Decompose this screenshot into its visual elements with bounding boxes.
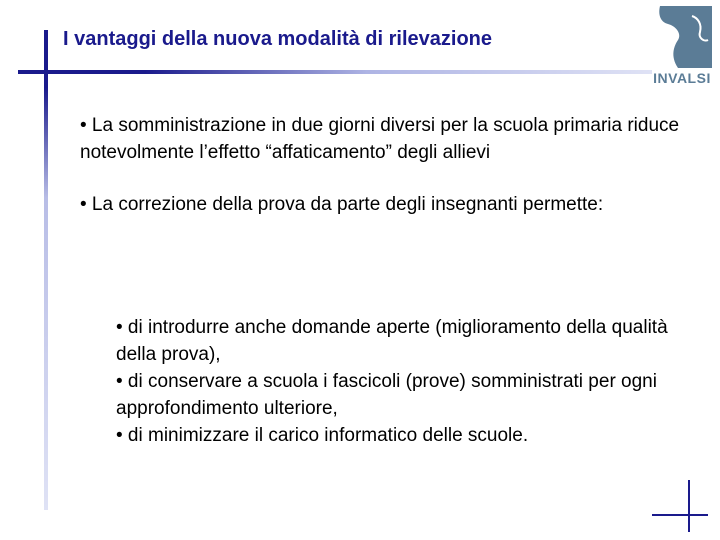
logo-text: INVALSI (653, 70, 711, 86)
sub-bullet-item: • di conservare a scuola i fascicoli (prove) somministrati per ogni approfondimento ulteriore, (116, 371, 657, 419)
main-bullets (80, 112, 680, 243)
corner-horizontal-line (652, 514, 708, 516)
frame-vertical-line (44, 30, 48, 510)
bullet-item: • La somministrazione in due giorni diversi per la scuola primaria riduce notevolmente l’effetto “affaticamento” degli allievi (80, 115, 680, 163)
sub-bullets (116, 314, 676, 449)
slide-title: I vantaggi della nuova modalità di rilevazione (63, 28, 492, 50)
corner-vertical-line (688, 480, 690, 532)
bullet-item: • La correzione della prova da parte degli insegnanti permette: (80, 194, 604, 215)
sub-bullet-item: • di introdurre anche domande aperte (miglioramento della qualità della prova), (116, 317, 668, 365)
frame-horizontal-line (18, 70, 652, 74)
sub-bullet-item: • di minimizzare il carico informatico delle scuole. (116, 425, 529, 446)
